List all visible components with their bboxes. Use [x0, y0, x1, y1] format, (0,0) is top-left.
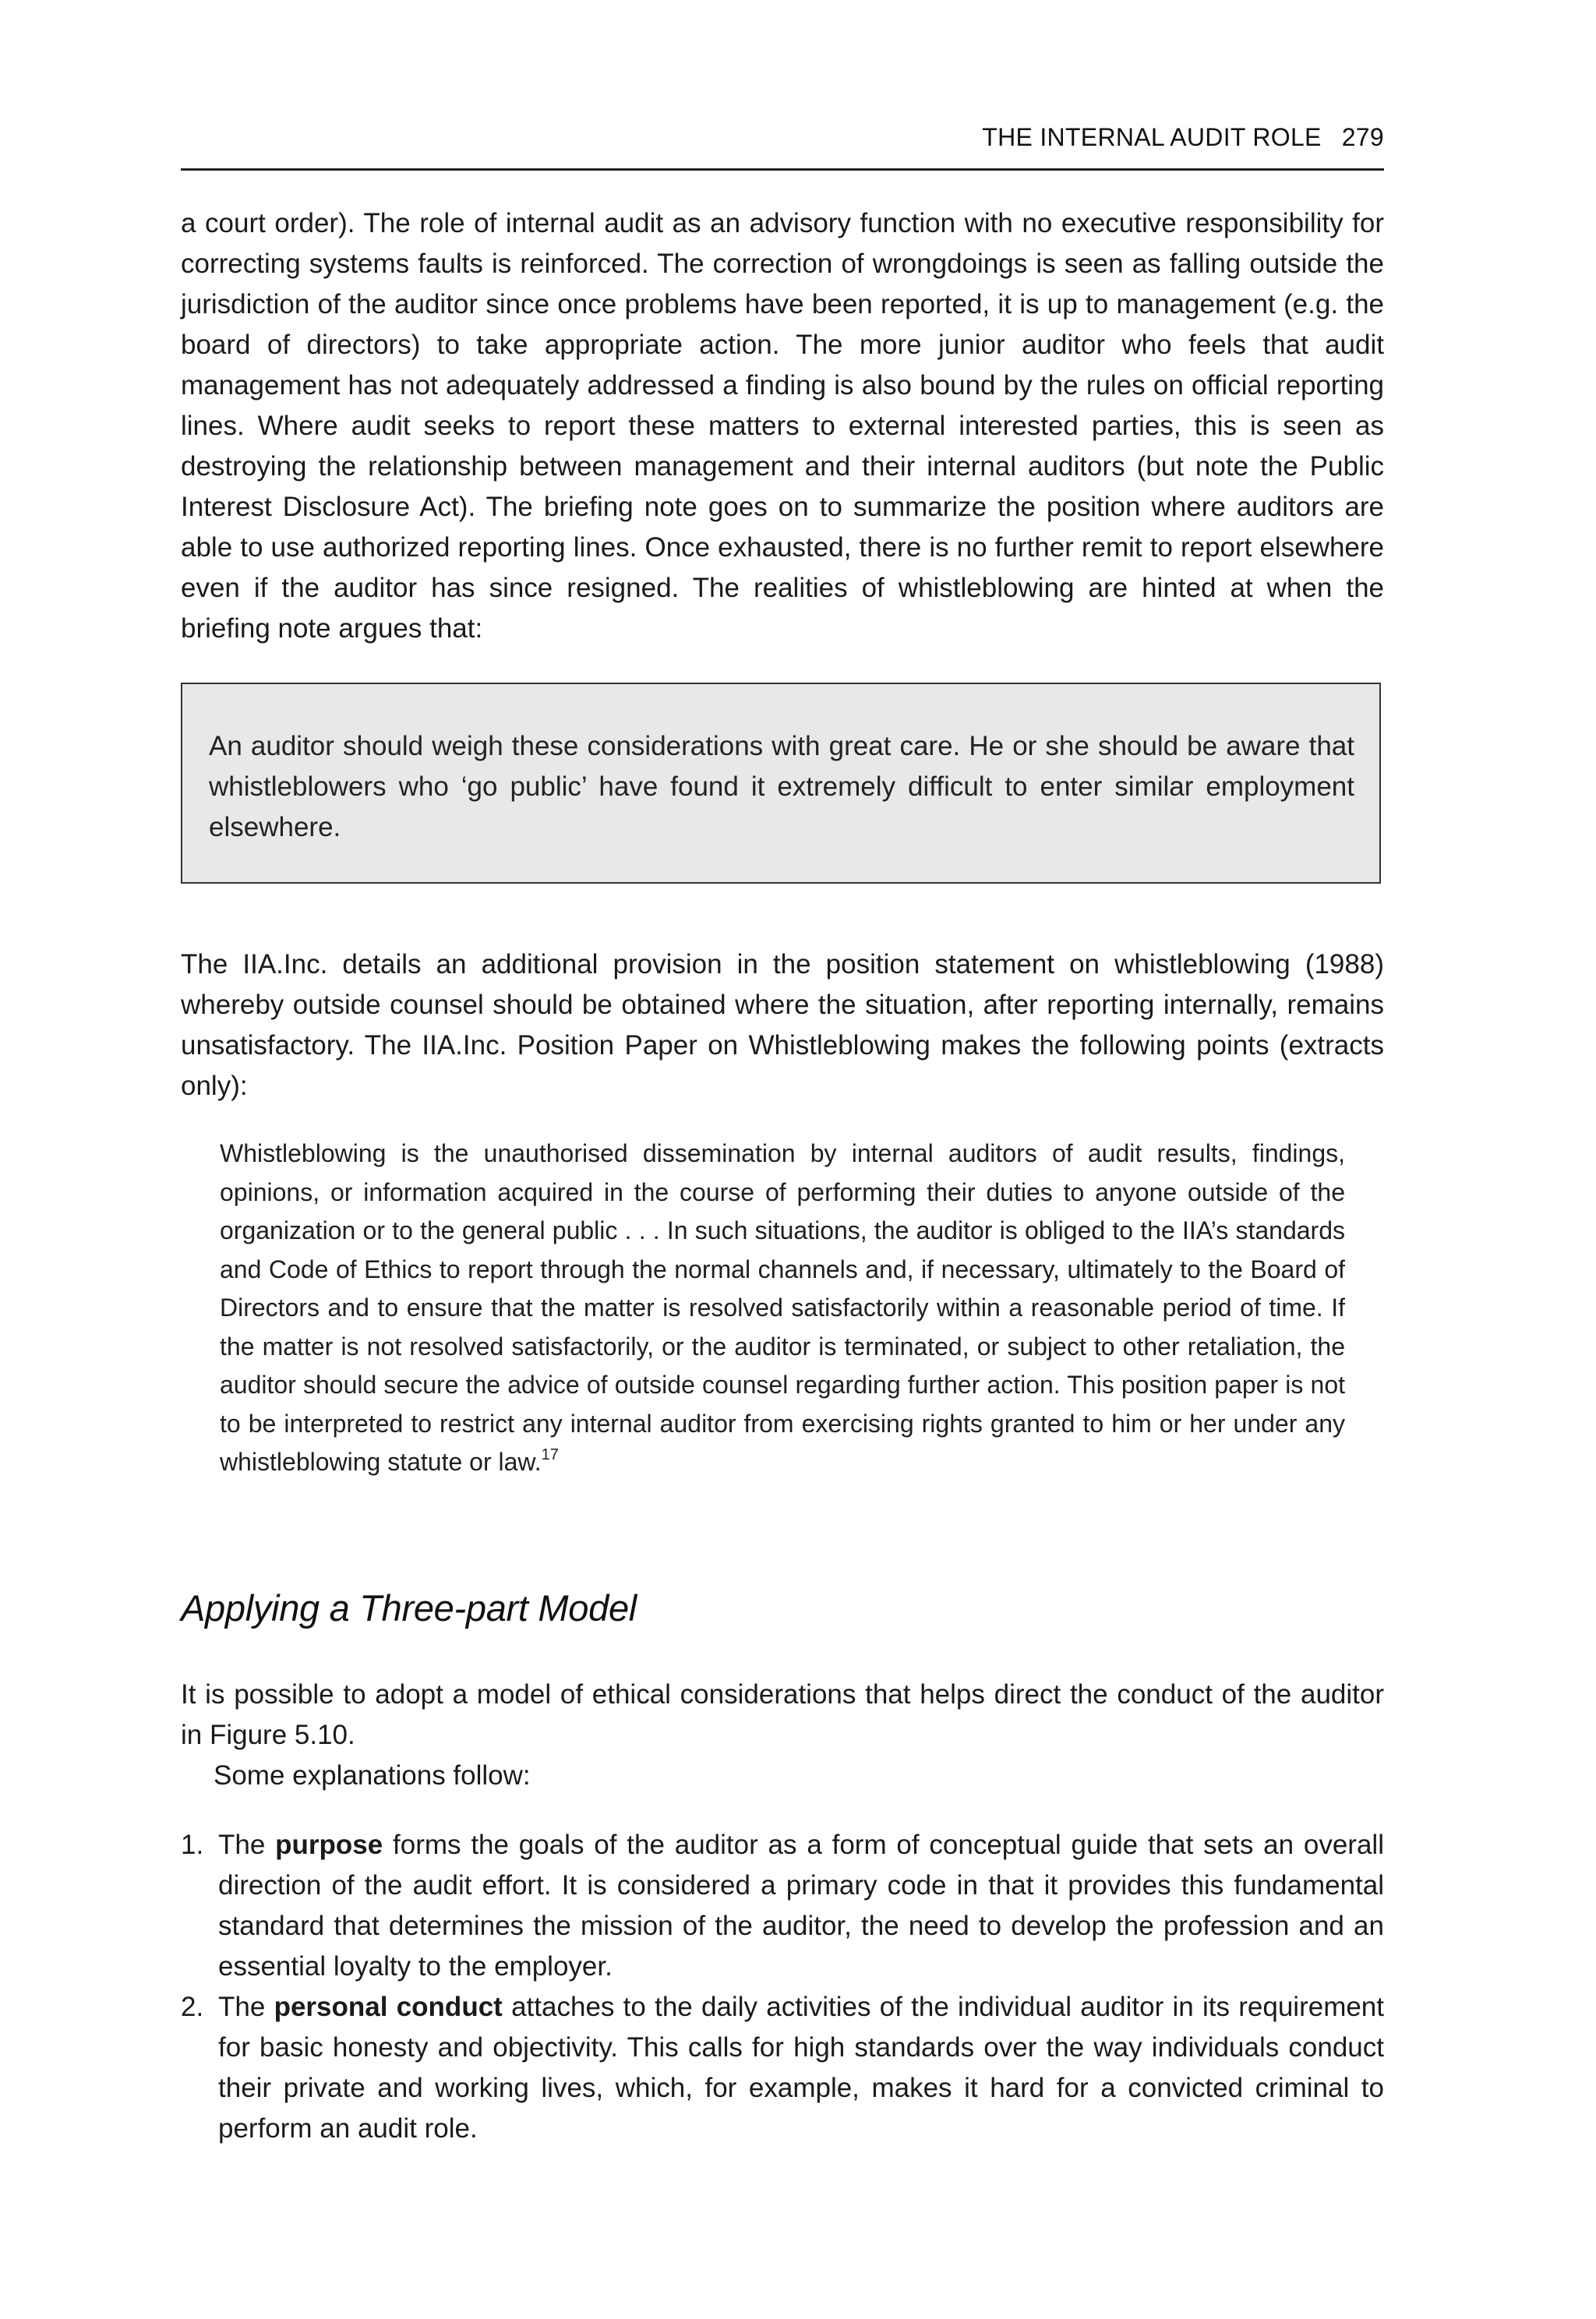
list-item-number: 1. — [181, 1830, 204, 1860]
running-header — [181, 123, 1384, 152]
list-item-lead: The — [218, 1830, 266, 1860]
list-item-text: forms the goals of the auditor as a form of conceptual guide that sets an overall direction of the audit effort. It is considered a primary code in that it provides this fundamental standard that determines the mission of the auditor, the need to develop the profession and an essential loyalty to the employer. — [218, 1830, 1384, 1982]
body-paragraph-1: a court order). The role of internal audit as an advisory function with no executive responsibility for correcting systems faults is reinforced. The correction of wrongdoings is seen as falling outside the jurisdiction of the auditor since once problems have been reported, it is up to management (e.g. the board of directors) to take appropriate action. The more junior auditor who feels that audit management has not adequately addressed a finding is also bound by the rules on official reporting lines. Where audit seeks to report these matters to external interested parties, this is seen as destroying the relationship between management and their internal auditors (but note the Public Interest Disclosure Act). The briefing note goes on to summarize the position where auditors are able to use authorized reporting lines. Once exhausted, there is no further remit to report elsewhere even if the auditor has since resigned. The realities of whistleblowing are hinted at when the briefing note argues that: — [181, 208, 1384, 644]
running-title: THE INTERNAL AUDIT ROLE — [982, 123, 1322, 151]
page-number: 279 — [1341, 123, 1384, 151]
numbered-list — [181, 1825, 1384, 2149]
block-quote-text: Whistleblowing is the unauthorised dissemination by internal auditors of audit results, findings, opinions, or information acquired in the course of performing their duties to anyone outside of the organization or to the general public . . . In such situations, the auditor is obliged to the IIA’s standards and Code of Ethics to report through the normal channels and, if necessary, ultimately to the Board of Directors and to ensure that the matter is resolved satisfactorily within a reasonable period of time. If the matter is not resolved satisfactorily, or the auditor is terminated, or subject to other retaliation, the auditor should secure the advice of outside counsel regarding further action. This position paper is not to be interpreted to restrict any internal auditor from exercising rights granted to him or her under any whistleblowing statute or law. — [220, 1139, 1345, 1476]
book-page — [181, 0, 1384, 2319]
box-quote-text: An auditor should weigh these considerations with great care. He or she should be aware that whistleblowers who ‘go public’ have found it extremely difficult to enter similar employment elsewhere. — [209, 731, 1354, 842]
list-item-lead: The — [218, 1992, 266, 2022]
header-rule — [181, 168, 1384, 171]
body-paragraph-2: The IIA.Inc. details an additional provision in the position statement on whistleblowing (1988) whereby outside counsel should be obtained where the situation, after reporting internally, remains unsatisfactory. The IIA.Inc. Position Paper on Whistleblowing makes the following points (extracts only): — [181, 949, 1384, 1101]
body-paragraph-3: It is possible to adopt a model of ethical considerations that helps direct the conduct of the auditor in Figure 5.10. — [181, 1679, 1384, 1750]
list-item-text: attaches to the daily activities of the individual auditor in its requirement for basic honesty and objectivity. This calls for high standards over the way individuals conduct their private and working lives, which, for example, makes it hard for a convicted criminal to perform an audit role. — [218, 1992, 1384, 2144]
body-paragraph-4: Some explanations follow: — [214, 1760, 531, 1791]
shaded-quote-box — [181, 683, 1381, 884]
list-item-personal-conduct — [181, 1987, 1384, 2149]
list-item-number: 2. — [181, 1992, 204, 2022]
list-item-term: purpose — [275, 1830, 383, 1860]
list-item-term: personal conduct — [274, 1992, 503, 2022]
footnote-marker: 17 — [541, 1446, 559, 1463]
list-item-purpose — [181, 1825, 1384, 1987]
section-heading: Applying a Three-part Model — [181, 1587, 637, 1629]
block-quote — [220, 1135, 1345, 1482]
